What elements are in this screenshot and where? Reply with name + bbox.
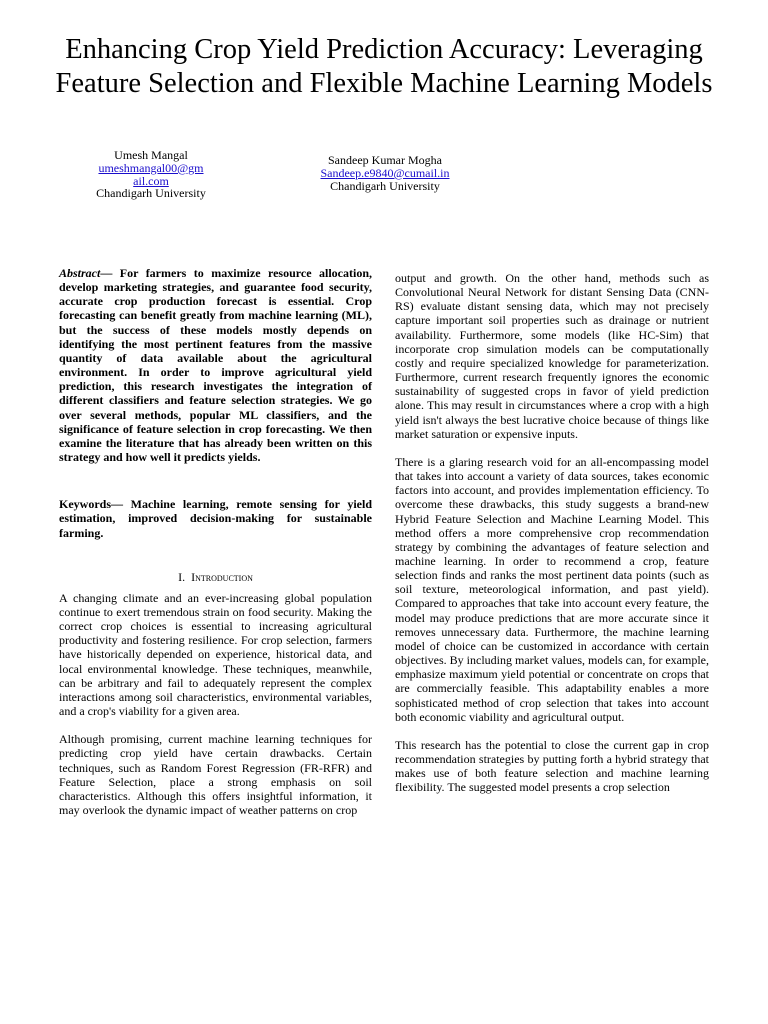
author-email-link[interactable] xyxy=(86,162,216,188)
abstract-dash: — xyxy=(100,266,113,280)
author-affiliation: Chandigarh University xyxy=(96,186,206,201)
author-email-line-1: umeshmangal00@gm xyxy=(98,160,204,175)
left-column xyxy=(59,266,372,817)
right-paragraph-2: There is a glaring research void for an all-encompassing model that takes into account a variety of data sources, takes economic factors into account, and provides implementation efficiency. To overcome these drawbacks, this study suggests a brand-new Hybrid Feature Selection and Machine Learning Model. This method offers a more comprehensive crop recommendation strategy by combining the advantages of feature selection and machine learning. In order to recommend a crop, feature selection finds and ranks the most pertinent data points (such as soil texture, meteorological information, and past yield). Compared to approaches that take into account every feature, the model may produce predictions that are more accurate since it removes unnecessary data. Furthermore, the machine learning model of choice can be customized in accordance with certain objectives. By including market values, models can, for example, emphasize maximum yield potential or concentrate on crops that are commercially feasible. This adaptability enables a more sophisticated method of crop selection that takes into account both economic viability and agricultural output. xyxy=(395,454,709,724)
section-title: Introduction xyxy=(191,569,253,584)
section-heading-introduction xyxy=(59,570,372,584)
author-block-2 xyxy=(295,154,475,192)
right-column xyxy=(395,271,709,794)
author-email-link[interactable]: Sandeep.e9840@cumail.in xyxy=(320,165,450,180)
author-email-line-2: ail.com xyxy=(133,173,169,188)
abstract-label: Abstract xyxy=(59,266,101,280)
intro-paragraph-2: Although promising, current machine learning techniques for predicting crop yield have certain drawbacks. Certain techniques, such as Random Forest Regression (FR-RFR) and Feature Selection, place a strong emphasis on soil characteristics. Although this offers insightful information, it may overlook the dynamic impact of weather patterns on crop xyxy=(59,732,372,817)
intro-paragraph-1: A changing climate and an ever-increasing global population continue to exert tremendous strain on food security. Making the correct crop choices is essential to increasing agricultural productivity and fostering resilience. For crop selection, farmers have historically depended on experience, historical data, and local environmental knowledge. These techniques, meanwhile, can be arbitrary and fail to adequately represent the complex interactions among soil characteristics, environmental variables, and a crop's viability for a given area. xyxy=(59,590,372,719)
right-paragraph-3: This research has the potential to close the current gap in crop recommendation strategies by putting forth a hybrid strategy that makes use of both feature selection and machine learning flexibility. The suggested model presents a crop selection xyxy=(395,737,709,795)
author-name: Sandeep Kumar Mogha xyxy=(328,153,442,167)
author-block-1 xyxy=(86,149,216,200)
author-name: Umesh Mangal xyxy=(114,148,188,162)
abstract xyxy=(59,266,372,464)
right-paragraph-1: output and growth. On the other hand, methods such as Convolutional Neural Network for distant Sensing Data (CNN-RS) evaluate distant sensing data, which may not precisely capture important soil properties such as drainage or nutrient availability. Furthermore, some models (like HC-Sim) that incorporate crop simulation models can be computationally costly and require specialized knowledge for parameterization. Furthermore, current research frequently ignores the economic sustainability of suggested crops in favor of yield prediction alone. This may result in circumstances where a crop with a high yield isn't always the best lucrative choice because of things like market saturation or expensive inputs. xyxy=(395,271,709,441)
author-affiliation: Chandigarh University xyxy=(330,178,440,193)
section-number: I. xyxy=(178,569,186,584)
paper-title: Enhancing Crop Yield Prediction Accuracy: Leveraging Feature Selection and Flexible Machine Learning Models xyxy=(55,34,713,99)
keywords: Keywords— Machine learning, remote sensing for yield estimation, improved decision-making for sustainable farming. xyxy=(59,497,372,540)
abstract-text: For farmers to maximize resource allocation, develop marketing strategies, and guarantee food security, accurate crop production forecast is essential. Crop forecasting can benefit greatly from machine learning (ML), but the success of these models mostly depends on identifying the most pertinent features from the massive quantity of data available about the agricultural environment. In order to improve agricultural yield prediction, this research investigates the integration of different classifiers and feature selection strategies. We go over several methods, popular ML classifiers, and the significance of feature selection in crop forecasting. We then examine the literature that has already been written on this strategy and how well it predicts yields. xyxy=(59,266,372,465)
